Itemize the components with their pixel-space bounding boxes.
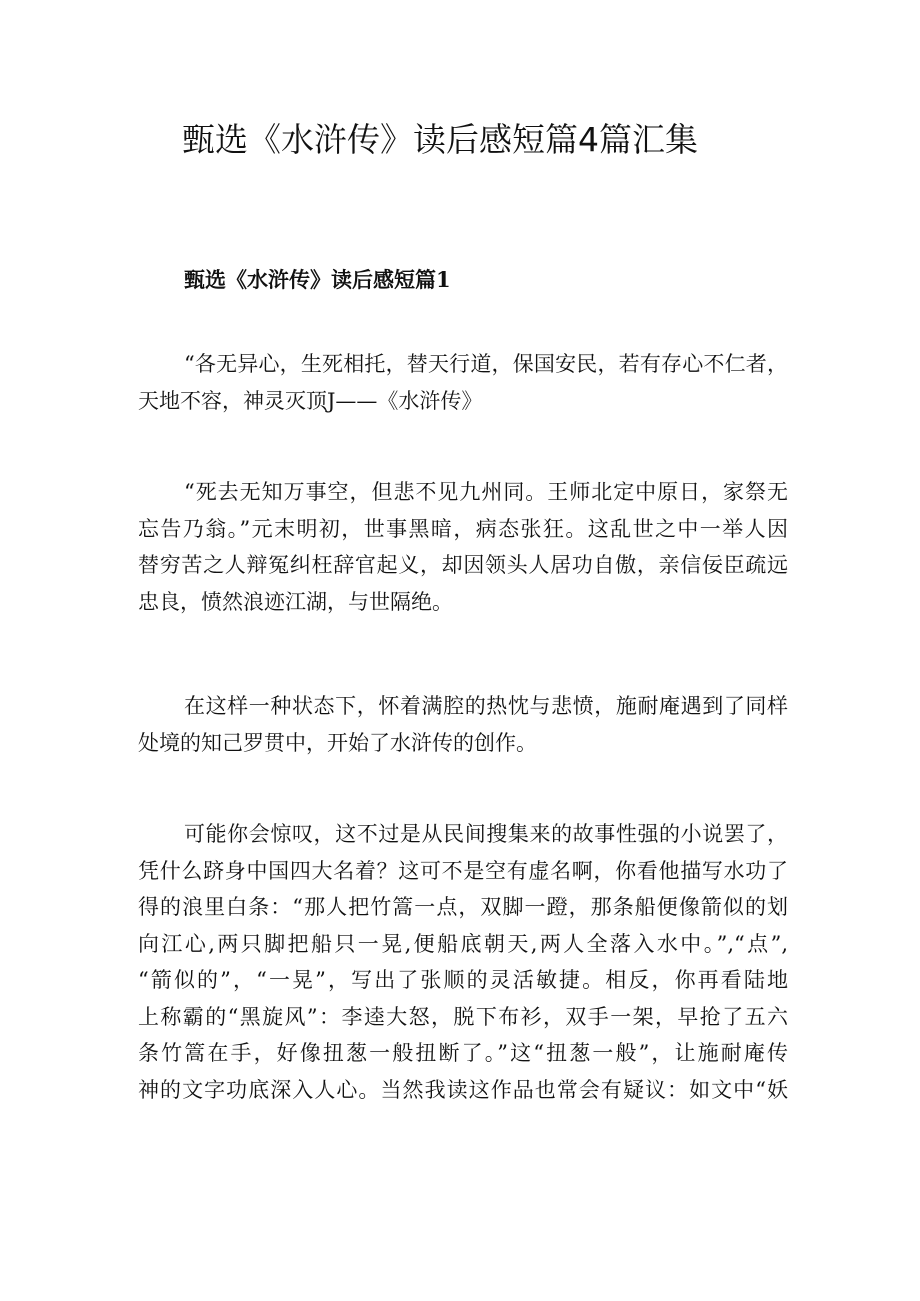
paragraph-line: 替穷苦之人辩冤纠枉辞官起义，却因领头人居功自傲，亲信佞臣疏远 (138, 553, 788, 577)
document-title: 甄选《水浒传》读后感短篇4篇汇集 (182, 120, 698, 159)
paragraph-line: 忘告乃翁。”元末明初，世事黑暗，病态张狂。这乱世之中一举人因 (138, 516, 788, 541)
paragraph-line: 可能你会惊叹，这不过是从民间搜集来的故事性强的小说罢了， (184, 822, 788, 846)
section-heading: 甄选《水浒传》读后感短篇1 (184, 267, 451, 292)
paragraph-line: 条竹篙在手，好像扭葱一般扭断了。”这“扭葱一般”，让施耐庵传 (138, 1041, 788, 1065)
paragraph-line: “死去无知万事空，但悲不见九州同。王师北定中原日，家祭无 (184, 480, 788, 504)
paragraph-3 (138, 688, 788, 761)
paragraph-line: 凭什么跻身中国四大名着？这可不是空有虚名啊，你看他描写水功了 (138, 858, 788, 883)
paragraph-line: “箭似的”，“一晃”，写出了张顺的灵活敏捷。相反，你再看陆地 (138, 968, 788, 992)
paragraph-line: 上称霸的“黑旋风”：李逵大怒，脱下布衫，双手一架，早抢了五六 (138, 1004, 788, 1029)
paragraph-line: 向江心,两只脚把船只一晃,便船底朝天,两人全落入水中。”,“点”, (138, 931, 788, 956)
paragraph-2 (138, 474, 788, 620)
paragraph-line: 得的浪里白条：“那人把竹篙一点，双脚一蹬，那条船便像箭似的划 (138, 895, 788, 919)
paragraph-1 (138, 346, 788, 419)
paragraph-line: 处境的知己罗贯中，开始了水浒传的创作。 (138, 730, 537, 755)
paragraph-4 (138, 816, 788, 1108)
paragraph-line: 天地不容，神灵灭顶J——《水浒传》 (138, 388, 483, 413)
paragraph-line: 神的文字功底深入人心。当然我读这作品也常会有疑议：如文中“妖 (138, 1077, 788, 1102)
paragraph-line: 忠良，愤然浪迹江湖，与世隔绝。 (138, 589, 453, 614)
paragraph-line: “各无异心，生死相托，替天行道，保国安民，若有存心不仁者， (184, 352, 788, 376)
paragraph-line: 在这样一种状态下，怀着满腔的热忱与悲愤，施耐庵遇到了同样 (184, 694, 788, 718)
